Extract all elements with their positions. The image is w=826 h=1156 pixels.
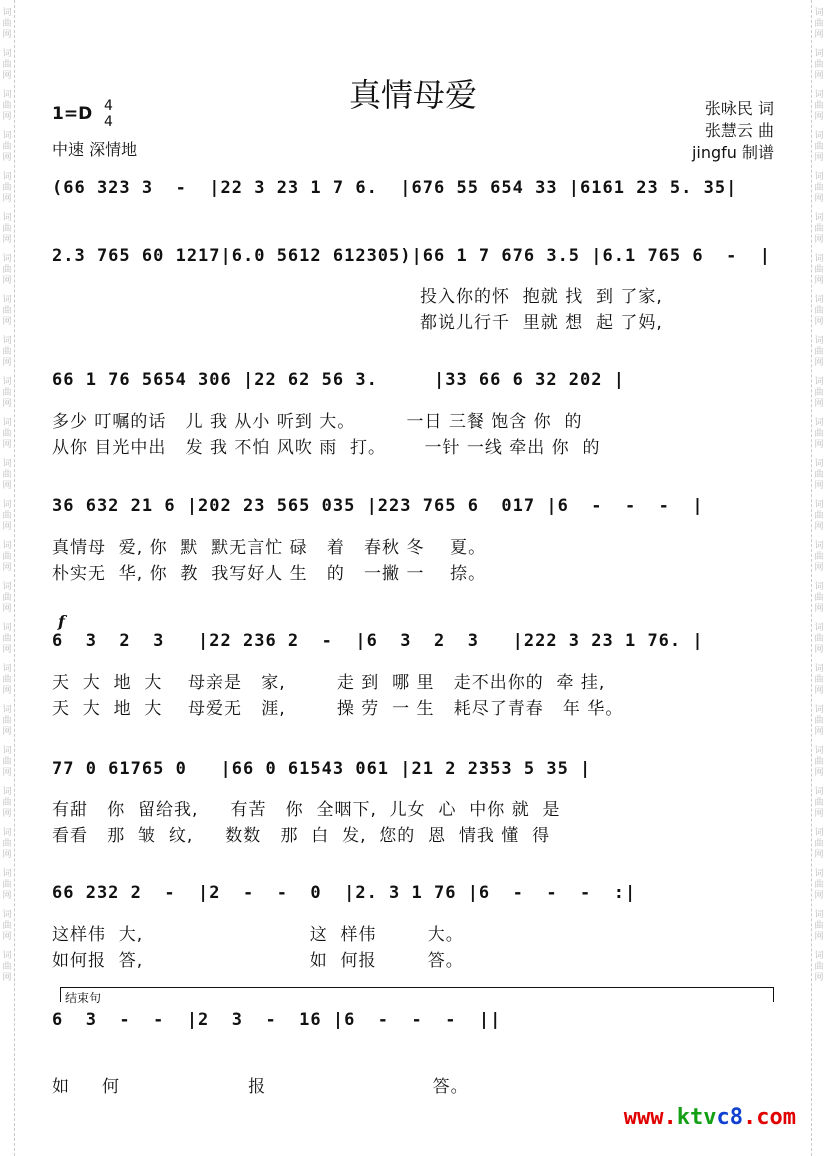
notation-line-3: 66 1 76 5654 306 |22 62 56 3. |33 66 6 32 202 | [52,370,625,390]
notation-line-6: 77 0 61765 0 |66 0 61543 061 |21 2 2353 5 35 | [52,759,592,779]
watermark-left: 词曲网 词曲网 词曲网 词曲网 词曲网 词曲网 词曲网 词曲网 词曲网 词曲网 词曲网 词曲网 词曲网 词曲网 词曲网 词曲网 词曲网 词曲网 词曲网 词曲网 词曲网 词曲网 词曲网 词曲网 [0,0,15,1156]
lyricist-credit: 张咏民 词 [704,99,774,118]
composer-credit: 张慧云 曲 [704,121,774,140]
lyric-line-7-verse-2: 如何报 答, 如 何报 答。 [52,951,464,971]
lyric-line-5-verse-2: 天 大 地 大 母爱无 涯, 操 劳 一 生 耗尽了青春 年 华。 [52,699,624,719]
dynamic-forte: f [58,612,65,631]
lyric-line-8: 如 何 报 答。 [52,1077,469,1097]
notation-line-8: 6 3 - - |2 3 - 16 |6 - - - || [52,1010,502,1030]
key-signature: 1=D [52,104,93,124]
lyric-line-6-verse-2: 看看 那 皱 纹, 数数 那 白 发, 您的 恩 情我 懂 得 [52,826,551,846]
ending-label: 结束句 [65,991,102,1005]
lyric-line-7-verse-1: 这样伟 大, 这 样伟 大。 [52,925,464,945]
lyric-line-2-verse-2: 都说儿行千 里就 想 起 了妈, [420,313,663,333]
ending-bracket [60,987,774,1005]
lyric-line-5-verse-1: 天 大 地 大 母亲是 家, 走 到 哪 里 走不出你的 牵 挂, [52,673,606,693]
lyric-line-3-verse-2: 从你 目光中出 发 我 不怕 风吹 雨 打。 一针 一线 牵出 你 的 [52,438,601,458]
engraver-credit: jingfu 制谱 [691,143,774,162]
lyric-line-2-verse-1: 投入你的怀 抱就 找 到 了家, [420,287,663,307]
lyric-line-4-verse-2: 朴实无 华, 你 教 我写好人 生 的 一撇 一 捺。 [52,564,487,584]
notation-line-2: 2.3 765 60 1217|6.0 5612 612305)|66 1 7 676 3.5 |6.1 765 6 - | [52,246,772,266]
lyric-line-3-verse-1: 多少 叮嘱的话 儿 我 从小 听到 大。 一日 三餐 饱含 你 的 [52,412,583,432]
time-signature-bottom: 4 [104,114,113,130]
tempo-marking: 中速 深情地 [52,140,138,159]
time-signature [104,98,113,130]
notation-line-7: 66 232 2 - |2 - - 0 |2. 3 1 76 |6 - - - :| [52,883,637,903]
lyric-line-6-verse-1: 有甜 你 留给我, 有苦 你 全咽下, 儿女 心 中你 就 是 [52,800,561,820]
lyric-line-4-verse-1: 真情母 爱, 你 默 默无言忙 碌 着 春秋 冬 夏。 [52,538,487,558]
notation-line-4: 36 632 21 6 |202 23 565 035 |223 765 6 017 |6 - - - | [52,496,704,516]
watermark-right: 词曲网 词曲网 词曲网 词曲网 词曲网 词曲网 词曲网 词曲网 词曲网 词曲网 词曲网 词曲网 词曲网 词曲网 词曲网 词曲网 词曲网 词曲网 词曲网 词曲网 词曲网 词曲网 词曲网 词曲网 [811,0,826,1156]
notation-line-1: (66 323 3 - |22 3 23 1 7 6. |676 55 654 33 |6161 23 5. 35| [52,178,738,198]
notation-line-5: 6 3 2 3 |22 236 2 - |6 3 2 3 |222 3 23 1 76. | [52,631,704,651]
site-logo: www.ktvc8.com [623,1105,796,1130]
time-signature-top: 4 [104,98,113,114]
song-title: 真情母爱 [348,76,477,114]
